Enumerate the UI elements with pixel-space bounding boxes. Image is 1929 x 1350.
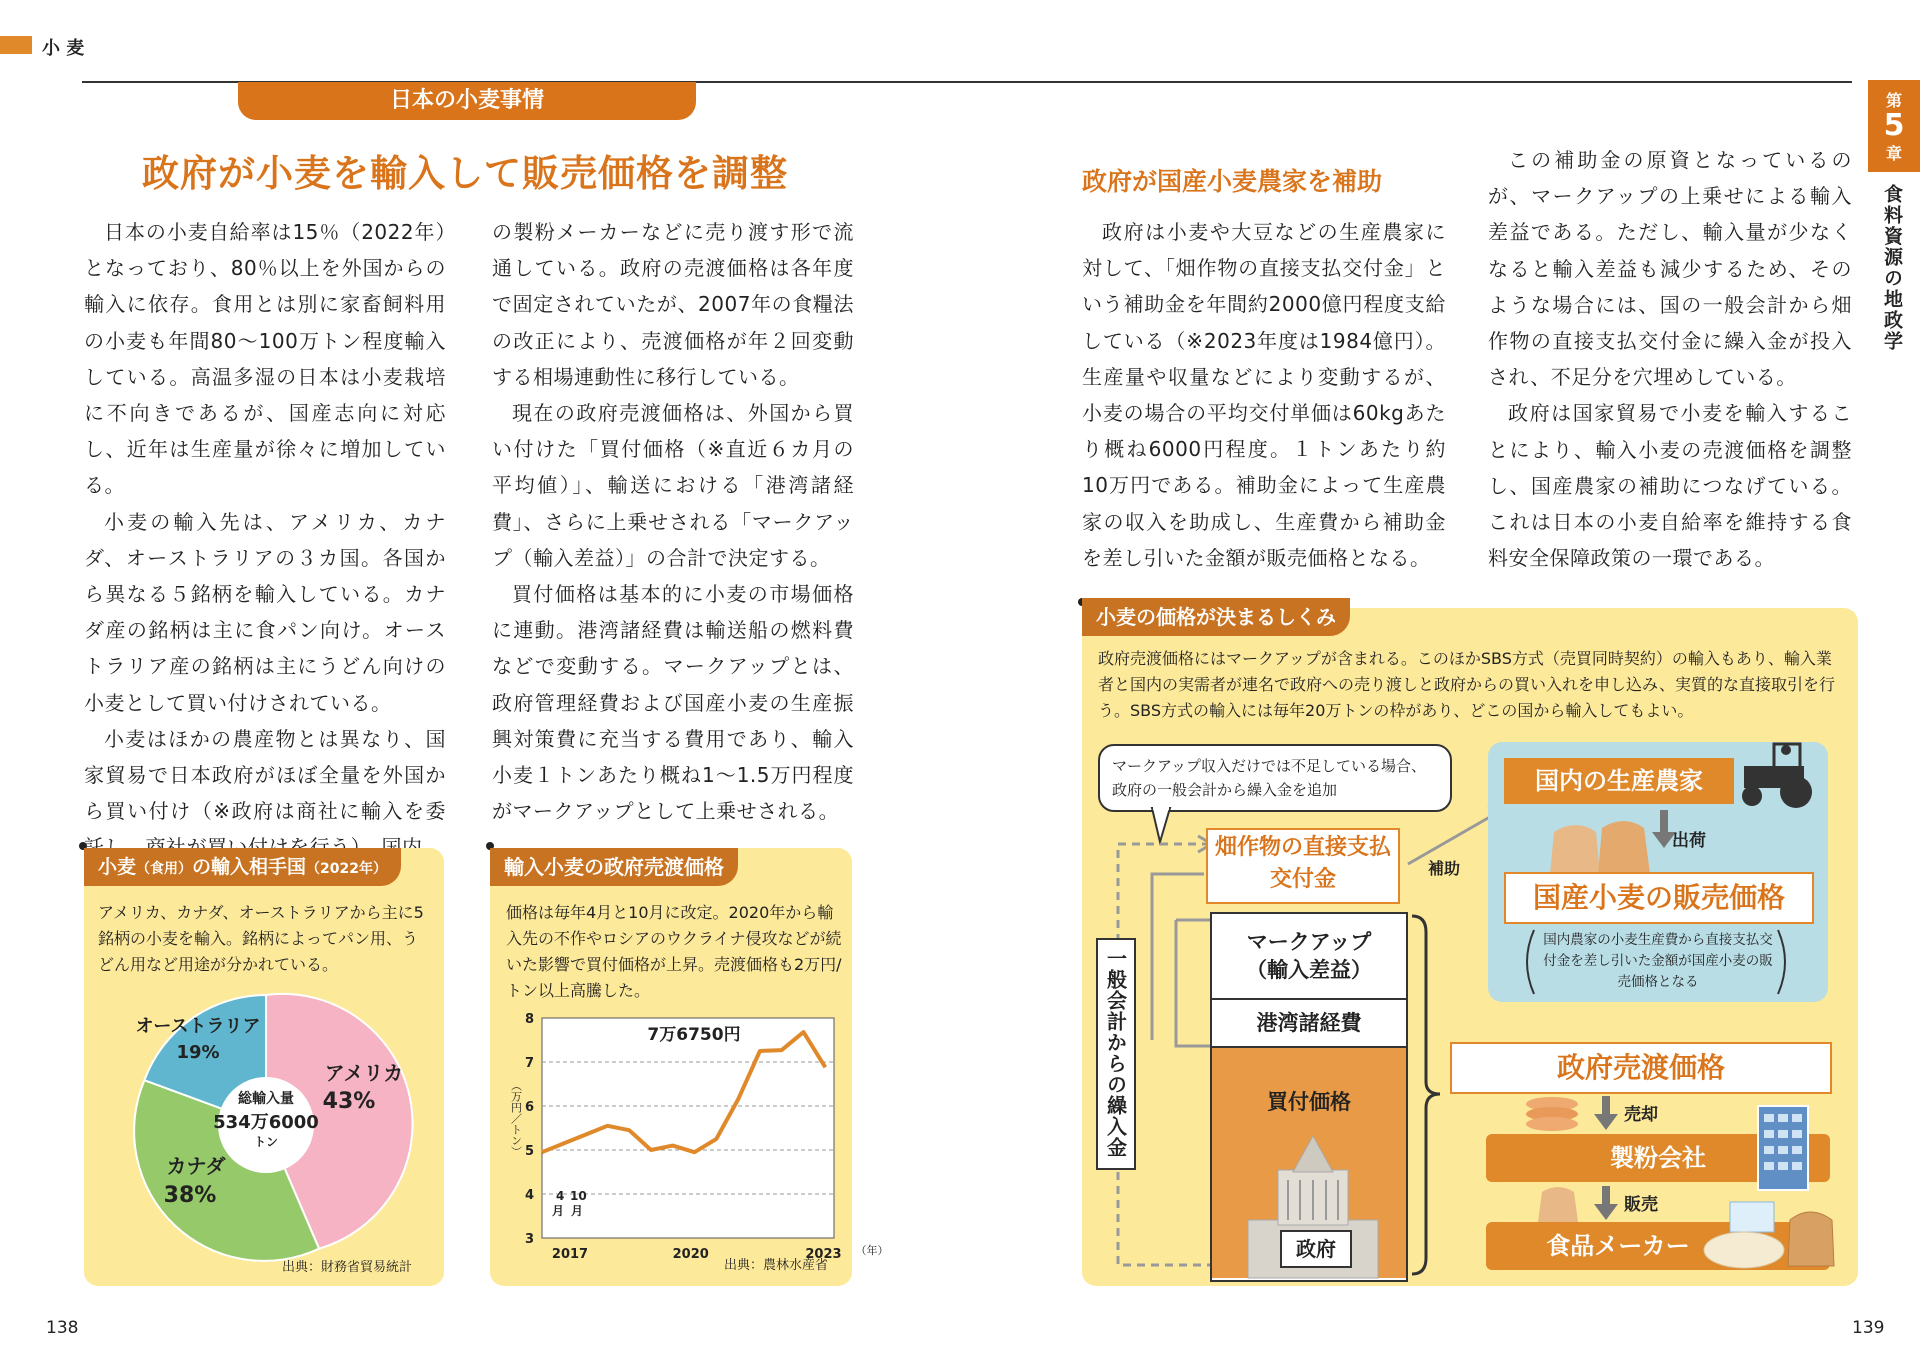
y-tick-label: 7 [524,1056,534,1071]
y-tick-label: 6 [524,1100,534,1115]
flour-sack-icon [1536,1182,1580,1222]
flour-bags-icon [1524,1094,1580,1132]
y-tick-label: 3 [524,1232,534,1247]
month-label-10: 10 [570,1189,587,1203]
month-label-10-unit: 月 [571,1204,584,1218]
building-icon [1752,1096,1814,1192]
sale-label: 売却 [1624,1105,1658,1125]
pie-pct-usa: 43% [322,1089,376,1114]
domestic-farmers-box: 国内の生産農家 [1504,758,1734,804]
mill-box: 製粉会社 [1486,1134,1830,1182]
pie-label-usa: アメリカ [324,1061,404,1085]
bread-icon [1700,1200,1840,1270]
subsidy-arrow-label: 補助 [1428,859,1461,878]
shipping-label: 出荷 [1672,831,1706,851]
sale-arrow [1594,1096,1618,1132]
month-label-4: 4 [556,1189,565,1203]
paragraph: 日本の小麦自給率は15％（2022年）となっており、80％以上を外国からの輸入に依存。食用とは別に家畜飼料用の小麦も年間80～100万トン程度輸入している。高温多湿の日本は小麦栽培に不向きであるが、国産志向に対応し、近年は生産量が徐々に増加している。 [84,220,446,498]
left-column-1 [84,214,446,866]
right-column-1 [1082,214,1446,576]
paragraph: の製粉メーカーなどに売り渡す形で流通している。政府の売渡価格は各年度で固定されていたが、2007年の食糧法の改正により、売渡価格が年２回変動する相場連動性に移行している。 [492,220,854,389]
right-heading: 政府が国産小麦農家を補助 [1082,167,1383,196]
pie-panel-description: アメリカ、カナダ、オーストラリアから主に5銘柄の小麦を輸入。銘柄によってパン用、うどん用など用途が分かれている。 [98,903,424,974]
tractor-icon [1734,736,1826,810]
stack-port: 港湾諸経費 [1212,1000,1406,1048]
pie-center-value: 534万6000 [213,1112,319,1133]
pie-pct-australia: 19% [176,1042,220,1063]
x-tick-label: 2023 [805,1247,842,1262]
speech-bubble: マークアップ収入だけでは不足している場合、政府の一般会計から繰入金を追加 [1098,744,1452,812]
paragraph: この補助金の原資となっているのが、マークアップの上乗せによる輸入差益である。ただし、輸入量が少なくなると輸入差益も減少するため、そのような場合には、国の一般会計から畑作物の直接支払交付金に繰入金が投入され、不足分を穴埋めしている。 [1488,148,1852,390]
section-label: 小 麦 [42,38,85,59]
gov-price-box: 政府売渡価格 [1450,1042,1832,1094]
paragraph: 小麦の輸入先は、アメリカ、カナダ、オーストラリアの３カ国。各国から異なる５銘柄を輸入している。カナダ産の銘柄は主に食パン向け。オーストラリア産の銘柄は主にうどん向けの小麦として買い付けされている。 [84,509,446,715]
paragraph: 現在の政府売渡価格は、外国から買い付けた「買付価格（※直近６カ月の平均値）」、輸送における「港湾諸経費」、さらに上乗せされる「マークアップ（輸入差益）」の合計で決定する。 [492,401,854,570]
pie-source: 出典：財務省貿易統計 [282,1260,413,1275]
x-tick-label: 2020 [672,1247,709,1262]
paragraph: 政府は小麦や大豆などの生産農家に対して、「畑作物の直接支払交付金」という補助金を年間約2000億円程度支給している（※2023年度は1984億円）。生産量や収量などにより変動するが、小麦の場合の平均交付単価は60kgあたり概ね6000円程度。１トンあたり約10万円である。補助金によって生産農家の収入を助成し、生産費から補助金を差し引いた金額が販売価格となる。 [1082,220,1446,570]
x-unit-label: （年） [855,1244,889,1257]
sell-arrow [1594,1186,1618,1222]
pie-label-canada: カナダ [166,1154,226,1178]
main-title: 政府が小麦を輸入して販売価格を調整 [142,152,788,195]
paragraph: 政府は国家貿易で小麦を輸入することにより、輸入小麦の売渡価格を調整し、国産農家の補助につなげている。これは日本の小麦自給率を維持する食料安全保障政策の一環である。 [1488,401,1852,571]
right-column-2 [1488,142,1852,576]
paragraph: 小麦はほかの農産物とは異なり、国家貿易で日本政府がほぼ全量を外国から買い付け（※政府は商社に輸入を委 [84,726,446,824]
left-column-2 [492,214,854,829]
stack-purchase: 買付価格 [1212,1048,1406,1278]
pie-label-australia: オーストラリア [135,1016,261,1037]
food-maker-box: 食品メーカー [1486,1222,1830,1270]
chapter-title: 食料資源の地政学 [1881,184,1903,352]
chapter-tab: 第 5 章 [1868,80,1920,172]
domestic-price-box: 国産小麦の販売価格 [1504,872,1814,924]
x-tick-label: 2017 [551,1247,589,1262]
domestic-note: 国内農家の小麦生産費から直接支払交付金を差し引いた金額が国産小麦の販売価格となる [1543,932,1773,990]
subsidy-box: 畑作物の直接支払交付金 [1206,828,1400,904]
topic-banner-label: 日本の小麦事情 [389,88,544,113]
general-account-label: 一般会計からの繰入金 [1103,948,1128,1158]
flow-panel-title: 小麦の価格が決まるしくみ [1082,598,1350,636]
month-label-4-unit: 月 [552,1204,565,1218]
pie-panel-title: 小麦（食用）の輸入相手国（2022年） [84,848,401,886]
plot-area [542,1018,834,1238]
line-chart [494,1010,889,1262]
page-number-left: 138 [46,1318,79,1338]
stack-markup: マークアップ（輸入差益） [1212,914,1406,1000]
government-label: 政府 [1280,1230,1352,1268]
flow-panel-description: 政府売渡価格にはマークアップが含まれる。このほかSBS方式（売買同時契約）の輸入もあり、輸入業者と国内の実需者が連名で政府への売り渡しと政府からの買い入れを申し込み、実質的な直接取引を行う。SBS方式の輸入には毎年20万トンの枠があり、どこの国から輸入してもよい。 [1098,649,1835,720]
paragraph: 買付価格は基本的に小麦の市場価格に連動。港湾諸経費は輸送船の燃料費などで変動する。マークアップとは、政府管理経費および国産小麦の生産振興対策費に充当する費用であり、輸入小麦１トンあたり概ね1～1.5万円程度がマークアップとして上乗せされる。 [492,582,854,824]
pie-chart [116,990,416,1260]
pie-center-unit: トン [253,1135,279,1149]
line-panel-description: 価格は毎年4月と10月に改定。2020年から輸入先の不作やロシアのウクライナ侵攻などが続いた影響で買付価格が上昇。売渡価格も2万円/トン以上高騰した。 [506,903,842,1000]
stack-links [1146,870,1216,1050]
pie-center-label: 総輸入量 [238,1091,294,1107]
general-account-box [1096,938,1136,1170]
page-number-right: 139 [1852,1318,1885,1338]
stack-brace [1408,912,1448,1278]
wheat-sacks-icon [1546,812,1656,878]
sell-label: 販売 [1624,1195,1658,1215]
section-marker [0,36,32,54]
note-parens [1520,928,1792,998]
y-tick-label: 5 [524,1144,534,1159]
chart-annotation: 7万6750円 [647,1025,741,1045]
topic-banner [238,82,696,120]
y-tick-label: 8 [524,1012,534,1027]
pie-pct-canada: 38% [163,1183,217,1208]
y-axis-label: （万円／トン） [509,1080,523,1157]
line-panel-title: 輸入小麦の政府売渡価格 [490,848,738,886]
line-source: 出典：農林水産省 [724,1258,829,1273]
y-tick-label: 4 [524,1188,534,1203]
